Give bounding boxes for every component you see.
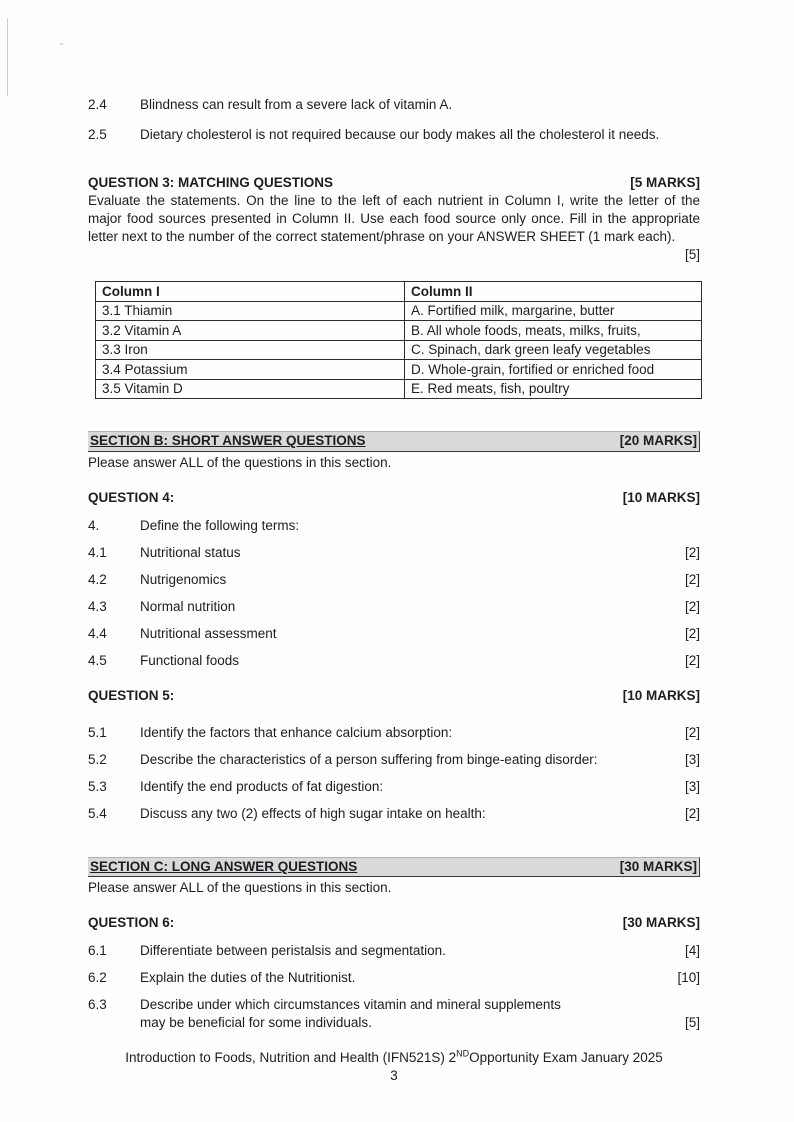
question4-marks: [10 MARKS] (622, 489, 700, 505)
question-item (88, 652, 700, 670)
statement-text: Blindness can result from a severe lack of vitamin A. (140, 97, 453, 112)
section-b-header (88, 431, 700, 452)
statement-row (88, 126, 700, 144)
item-marks: [2] (684, 724, 700, 740)
section-b-title: SECTION B: SHORT ANSWER QUESTIONS (90, 433, 366, 448)
table-cell-nutrient: 3.4 Potassium (96, 360, 405, 380)
statement-row (88, 96, 700, 114)
question5-header (88, 687, 700, 705)
item-text: Nutritional status (140, 544, 241, 560)
question3-marks-note: [5] (684, 247, 700, 262)
question6-title: QUESTION 6: (88, 915, 175, 930)
item-text: Describe the characteristics of a person suffering from binge-eating disorder: (140, 751, 598, 767)
table-cell-nutrient: 3.3 Iron (96, 340, 405, 360)
item-marks: [2] (684, 571, 700, 587)
item-marks: [3] (684, 751, 700, 767)
table-cell-food-source: A. Fortified milk, margarine, butter (405, 301, 702, 321)
table-header-column-1: Column I (96, 282, 405, 302)
question-item (88, 625, 700, 643)
item-number: 4.2 (88, 571, 107, 587)
matching-table (95, 281, 702, 399)
table-cell-food-source: C. Spinach, dark green leafy vegetables (405, 340, 702, 360)
item-number: 6.2 (88, 970, 107, 985)
table-cell-food-source: B. All whole foods, meats, milks, fruits, (405, 321, 702, 341)
table-cell-food-source: D. Whole-grain, fortified or enriched food (405, 360, 702, 380)
question-item (88, 571, 700, 589)
item-marks: [10] (677, 970, 700, 985)
question-item (88, 751, 700, 769)
table-cell-nutrient: 3.2 Vitamin A (96, 321, 405, 341)
section-b-note: Please answer ALL of the questions in this section. (88, 454, 392, 470)
item-text: Explain the duties of the Nutritionist. (140, 970, 356, 985)
question4-intro (88, 517, 700, 535)
table-cell-nutrient: 3.1 Thiamin (96, 301, 405, 321)
item-marks: [3] (684, 778, 700, 794)
item-text: Nutrigenomics (140, 571, 227, 587)
item-number: 4. (88, 517, 100, 533)
footer-text-after-sup: Opportunity Exam January 2025 (469, 1050, 663, 1065)
item-number: 4.5 (88, 652, 107, 668)
item-text: Differentiate between peristalsis and segmentation. (140, 943, 446, 958)
item-text-line-1: Describe under which circumstances vitamin and mineral supplements (140, 997, 561, 1012)
question-item (88, 724, 700, 742)
scan-artifact-speck (60, 43, 63, 45)
statement-number: 2.4 (88, 97, 107, 112)
table-row (96, 321, 702, 341)
question-item (88, 598, 700, 616)
item-text-line-2: may be beneficial for some individuals. (140, 1015, 372, 1030)
statement-number: 2.5 (88, 127, 107, 142)
item-number: 5.4 (88, 805, 107, 821)
item-number: 4.3 (88, 598, 107, 614)
item-text: Normal nutrition (140, 598, 236, 614)
item-text (140, 996, 685, 1032)
item-text: Define the following terms: (140, 517, 300, 533)
item-marks: [5] (684, 1015, 700, 1030)
item-number: 5.1 (88, 724, 107, 740)
item-number: 5.3 (88, 778, 107, 794)
statement-text: Dietary cholesterol is not required because our body makes all the cholesterol it needs. (140, 127, 660, 142)
item-number: 6.3 (88, 997, 107, 1012)
item-number: 4.1 (88, 544, 107, 560)
item-number: 4.4 (88, 625, 107, 641)
item-text: Nutritional assessment (140, 625, 277, 641)
question-item (88, 969, 700, 987)
section-c-title: SECTION C: LONG ANSWER QUESTIONS (90, 858, 358, 874)
question3-title: QUESTION 3: MATCHING QUESTIONS (88, 175, 334, 190)
item-marks: [2] (684, 544, 700, 560)
item-text: Identify the end products of fat digestion: (140, 778, 384, 794)
table-cell-nutrient: 3.5 Vitamin D (96, 379, 405, 399)
question3-header (88, 174, 700, 192)
page-number: 3 (390, 1068, 398, 1083)
table-row (96, 360, 702, 380)
question-item (88, 996, 700, 1032)
scan-artifact-line (7, 18, 8, 96)
item-number: 5.2 (88, 751, 107, 767)
section-c-header (88, 857, 700, 878)
section-c-marks: [30 MARKS] (619, 858, 697, 874)
footer-text-before-sup: Introduction to Foods, Nutrition and Health (IFN521S) 2 (125, 1050, 457, 1065)
table-row (96, 379, 702, 399)
item-marks: [2] (684, 652, 700, 668)
question3-marks: [5 MARKS] (630, 175, 700, 190)
question6-header (88, 914, 700, 932)
question-item (88, 544, 700, 562)
item-text: Functional foods (140, 652, 240, 668)
table-row (96, 340, 702, 360)
question4-header (88, 489, 700, 507)
item-marks: [2] (684, 805, 700, 821)
footer-superscript: ND (456, 1048, 470, 1059)
section-c-note: Please answer ALL of the questions in this section. (88, 880, 392, 895)
question3-instructions: Evaluate the statements. On the line to the left of each nutrient in Column I, write the letter of the major food sources presented in Column II. Use each food source only once. Fill in the appropriate letter next to the number of the correct statement/phrase on your ANSWER SHEET (1 mark each). (88, 193, 700, 244)
footer-course-line (88, 1049, 700, 1067)
item-marks: [4] (684, 943, 700, 958)
item-marks: [2] (684, 598, 700, 614)
question5-marks: [10 MARKS] (622, 687, 700, 703)
item-number: 6.1 (88, 943, 107, 958)
table-cell-food-source: E. Red meats, fish, poultry (405, 379, 702, 399)
question-item (88, 805, 700, 823)
question4-title: QUESTION 4: (88, 489, 175, 505)
item-text: Identify the factors that enhance calcium absorption: (140, 724, 453, 740)
item-text: Discuss any two (2) effects of high sugar intake on health: (140, 805, 486, 821)
item-marks: [2] (684, 625, 700, 641)
table-header-column-2: Column II (405, 282, 702, 302)
question5-title: QUESTION 5: (88, 687, 175, 703)
question-item (88, 942, 700, 960)
question6-marks: [30 MARKS] (622, 915, 700, 930)
table-header-row (96, 282, 702, 302)
table-row (96, 301, 702, 321)
question-item (88, 778, 700, 796)
section-b-marks: [20 MARKS] (619, 433, 697, 448)
